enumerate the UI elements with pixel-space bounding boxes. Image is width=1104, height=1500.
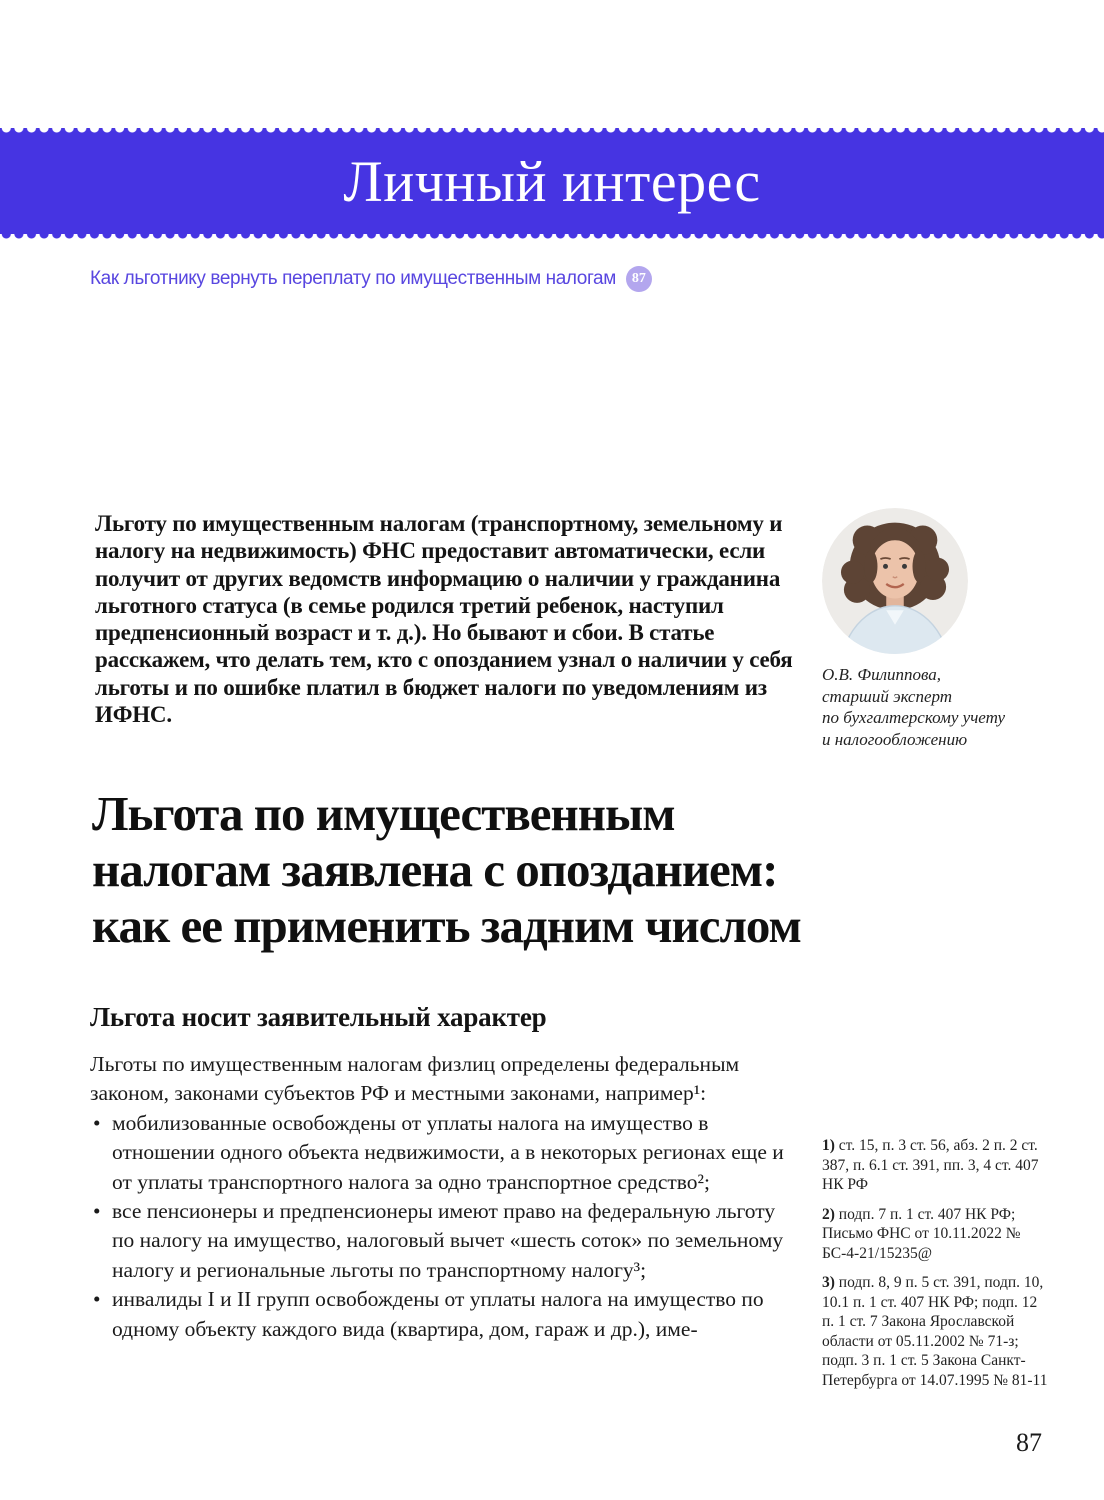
- author-portrait-photo: [822, 508, 968, 654]
- author-role-line: и налогообложению: [822, 729, 968, 749]
- author-block: [822, 508, 1062, 750]
- body-column: [90, 1050, 792, 1344]
- footnote-text: ст. 15, п. 3 ст. 56, абз. 2 п. 2 ст. 387, п. 6.1 ст. 391, пп. 3, 4 ст. 407 НК РФ: [822, 1137, 1039, 1193]
- section-heading: Льгота носит заявительный характер: [90, 1002, 547, 1032]
- footnote-number: 1): [822, 1137, 835, 1154]
- footnote: [822, 1136, 1052, 1195]
- footnote-text: подп. 7 п. 1 ст. 407 НК РФ; Письмо ФНС от 10.11.2022 № БС-4-21/15235@: [822, 1205, 1021, 1262]
- topic-row: [90, 266, 652, 292]
- headline-line: налогам заявлена с опозданием:: [92, 842, 778, 897]
- footnote-number: 2): [822, 1205, 835, 1223]
- margin-footnotes: [822, 1136, 1052, 1400]
- author-caption: [822, 664, 1062, 750]
- author-role-line: старший эксперт: [822, 686, 953, 706]
- footnote-number: 3): [822, 1274, 835, 1291]
- footnote-text: подп. 8, 9 п. 5 ст. 391, подп. 10, 10.1 п. 1 ст. 407 НК РФ; подп. 12 п. 1 ст. 7 Закона Ярославской области от 05.11.2002 № 71-з; подп. 3 п. 1 ст. 5 Закона Санкт-Петербурга от 14.07.1995 № 81-11: [822, 1274, 1048, 1389]
- rubric-banner: [0, 128, 1104, 234]
- topic-label: Как льготнику вернуть переплату по имущественным налогам: [90, 268, 616, 289]
- article-headline: [92, 786, 1082, 954]
- list-item: [90, 1109, 792, 1197]
- page-number: 87: [1016, 1428, 1042, 1457]
- headline-line: Льгота по имущественным: [92, 786, 675, 841]
- list-item-text: инвалиды I и II групп освобождены от уплаты налога на имущество по одному объекту каждого вида (квартира, дом, гараж и др.), име-: [112, 1287, 764, 1341]
- headline-line: как ее применить задним числом: [92, 898, 801, 953]
- portrait-photo-illustration: [822, 508, 968, 654]
- topic-page-badge: 87: [626, 266, 652, 292]
- author-name: О.В. Филиппова,: [822, 665, 942, 684]
- rubric-title: Личный интерес: [343, 148, 761, 214]
- lead-paragraph: Льготу по имущественным налогам (транспортному, земельному и налогу на недвижимость) ФНС предоставит автоматически, если получит от других ведомств информацию о наличии у гражданина льготного статуса (в семье родился третий ребенок, наступил предпенсионный возраст и т. д.). Но бывают и сбои. В статье расскажем, что делать тем, кто с опозданием узнал о наличии у себя льготы и по ошибке платил в бюджет налоги по уведомлениям из ИФНС.: [95, 511, 793, 728]
- body-intro-paragraph: Льготы по имущественным налогам физлиц определены федеральным законом, законами субъектов РФ и местными законами, например¹:: [90, 1052, 740, 1106]
- author-role-line: по бухгалтерскому учету: [822, 708, 1006, 727]
- footnote: [822, 1205, 1052, 1264]
- list-item: [90, 1285, 792, 1344]
- list-item-text: все пенсионеры и предпенсионеры имеют право на федеральную льготу по налогу на имущество, налоговый вычет «шесть соток» по земельному налогу и региональные льготы по транспортному налогу³;: [112, 1199, 784, 1282]
- benefit-list: [90, 1109, 792, 1344]
- list-item-text: мобилизованные освобождены от уплаты налога на имущество в отношении одного объекта недвижимости, а в некоторых регионах еще и от уплаты транспортного налога за одно транспортное средство²;: [112, 1110, 784, 1194]
- list-item: [90, 1197, 792, 1285]
- footnote: [822, 1273, 1052, 1390]
